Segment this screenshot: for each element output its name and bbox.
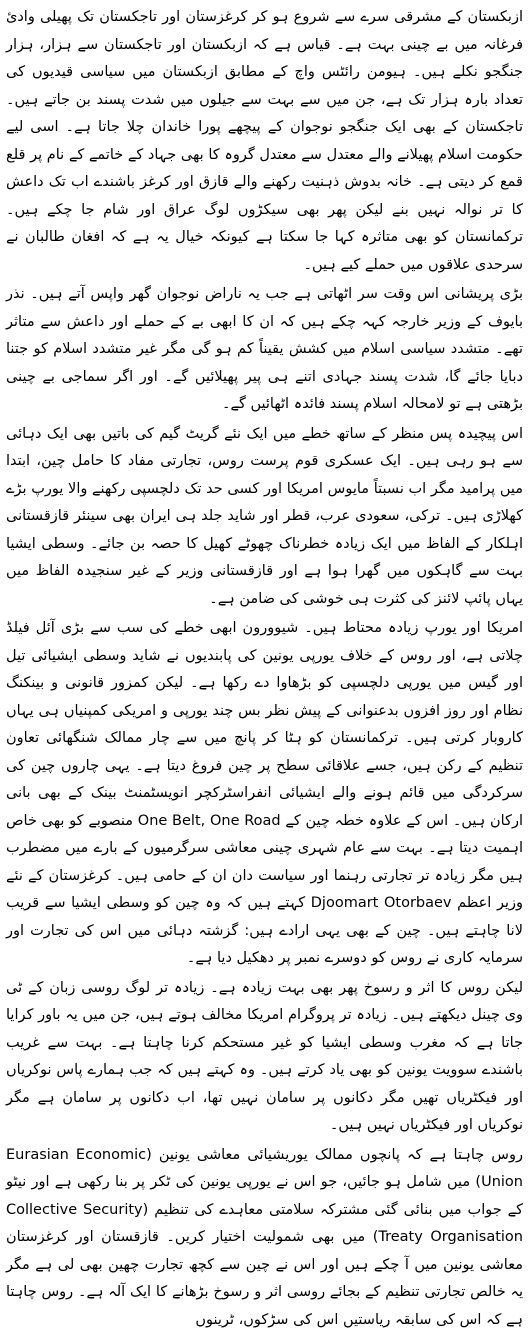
paragraph-ferghana-unrest: ازبکستان کے مشرقی سرے سے شروع ہو کر کرغزستان اور تاجکستان تک پھیلی وادیٔ فرغانہ میں بے چینی بہت ہے۔ قیاس ہے کہ ازبکستان اور تاجکستان سے ہزار، ہزار جنگجو نکلے ہیں۔ ہیومن رائٹس واچ کے مطابق ازبکستان میں سیاسی قیدیوں کی تعداد بارہ ہزار تک ہے، جن میں سے بہت سے جیلوں میں شدت پسند بن جاتے ہیں۔ تاجکستان کے بھی ایک جنگجو نوجوان کے پیچھے پورا خاندان چلا جاتا ہے۔ اسی لیے حکومت اسلام پھیلانے والے معتدل سے معتدل گروہ کا بھی جہاد کے خاتمے کے نام پر قلع قمع کر دیتی ہے۔ خانہ بدوش ذہنیت رکھنے والے قازق اور کرغز باشندے اب تک داعش کا تر نوالہ نہیں بنے لیکن پھر بھی سیکڑوں لوگ عراق اور شام جا چکے ہیں۔ ترکمانستان کو بھی متاثرہ کہا جا سکتا ہے کیونکہ خیال یہ ہے کہ افغان طالبان نے سرحدی علاقوں میں حملے کیے ہیں۔ [6, 4, 523, 279]
paragraph-russian-influence: لیکن روس کا اثر و رسوخ پھر بھی بہت زیادہ ہے۔ زیادہ تر لوگ روسی زبان کے ٹی وی چینل دیکھتے ہیں۔ زیادہ تر پروگرام امریکا مخالف ہوتے ہیں، جن میں یہ باور کرایا جاتا ہے کہ مغرب وسطی ایشیا کو غیر مستحکم کرنا چاہتا ہے۔ بہت سے غریب باشندے سوویت یونین کو بھی یاد کرتے ہیں۔ وہ کہتے ہیں کہ جب ہمارے پاس نوکریاں اور فیکٹریاں تھیں مگر دکانوں پر سامان نہیں تھا، اب دکانوں پر سامان ہے مگر نوکریاں اور فیکٹریاں نہیں ہیں۔ [6, 975, 523, 1140]
paragraph-eurasian-union: روس چاہتا ہے کہ پانچوں ممالک یوریشیائی معاشی یونین (Eurasian Economic Union) میں شامل ہو جائیں، جو اس نے یورپی یونین کی ٹکر پر بنا رکھی ہے اور نیٹو کے جواب میں بنائی گئی مشترکہ سلامتی معاہدے کی تنظیم (Collective Security Treaty Organisation) میں بھی شمولیت اختیار کریں۔ قازقستان اور کرغزستان معاشی یونین میں آ چکے ہیں اور اس نے چین سے کچھ تجارت چھین بھی لی ہے مگر یہ خالص تجارتی تنظیم کے بجائے روسی اثر و رسوخ بڑھانے کا ایک آلہ ہے۔ روس چاہتا ہے کہ اس کی سابقہ ریاستیں اس کی سڑکوں، ٹرینوں [6, 1142, 523, 1334]
paragraph-great-game: اس پیچیدہ پس منظر کے ساتھ خطے میں ایک نئے گریٹ گیم کی باتیں بھی ایک دہائی سے ہو رہی ہیں۔ ایک عسکری قوم پرست روس، تجارتی مفاد کا حامل چین، ابتدا میں پرامید مگر اب نسبتاً مایوس امریکا اور کسی حد تک دلچسپی رکھنے والا یورپ بڑے کھلاڑی ہیں۔ ترکی، سعودی عرب، قطر اور شاید جلد ہی ایران بھی سینئر قازقستانی اہلکار کے الفاظ میں ایک زیادہ خطرناک چھوٹے کھیل کا حصہ بن جائے۔ وسطی ایشیا بہت سے گاہکوں میں گھرا ہوا ہے اور قازقستانی وزیر کے غیر سنجیدہ الفاظ میں یہاں پائپ لائنز کی کثرت ہی خوشی کی ضامن ہے۔ [6, 421, 523, 614]
paragraph-returning-fighters: بڑی پریشانی اس وقت سر اٹھاتی ہے جب یہ ناراض نوجوان گھر واپس آتے ہیں۔ نذر بایوف کے وزیر خارجہ کہہ چکے ہیں کہ ان کا ابھی بے کے حملے اور داعش سے متاثر تھے۔ متشدد سیاسی اسلام میں کشش یقیناً کم ہو گی مگر غیر متشدد اسلام کو جتنا دبایا جائے گا، شدت پسند جہادی اتنے ہی پیر پھیلائیں گے۔ اور اگر سماجی بے چینی بڑھتی ہے تو لامحالہ اسلام پسند فائدہ اٹھائیں گے۔ [6, 281, 523, 419]
paragraph-us-europe-china: امریکا اور یورپ زیادہ محتاط ہیں۔ شیوورون ابھی خطے کی سب سے بڑی آئل فیلڈ چلاتی ہے، اور روس کے خلاف یورپی یونین کی پابندیوں نے شاید وسطی ایشیائی تیل اور گیس میں یورپی دلچسپی کو بڑھاوا دے رکھا ہے۔ لیکن کمزور قانونی و بینکنگ نظام اور روز افزوں بدعنوانی کے پیش نظر بس چند یورپی و امریکی کمپنیاں ہی یہاں کاروبار کرتی ہیں۔ ترکمانستان کو ہٹا کر پانچ میں سے چار ممالک شنگھائی تعاون تنظیم کے رکن ہیں، جسے علاقائی سطح پر چین فروغ دیتا ہے۔ یہی چاروں چین کی سرکردگی میں قائم ہونے والے ایشیائی انفراسٹرکچر انویسٹمنٹ بینک کے بھی بانی ارکان ہیں۔ اس کے علاوہ خطہ چین کے One Belt, One Road منصوبے کو بھی خاص اہمیت دیتا ہے۔ بہت سے عام شہری چینی معاشی سرگرمیوں کے بارے میں مضطرب ہیں مگر زیادہ تر تجارتی رہنما اور سیاست دان ان کے حامی ہیں۔ کرغزستان کے نئے وزیر اعظم Djoomart Otorbaev کہتے ہیں کہ وہ چین کو وسطی ایشیا سے قریب لانا چاہتے ہیں۔ چین کے بھی یہی ارادے ہیں: گزشتہ دہائی میں اس کی تجارت اور سرمایہ کاری نے روس کو دوسرے نمبر پر دھکیل دیا ہے۔ [6, 615, 523, 973]
